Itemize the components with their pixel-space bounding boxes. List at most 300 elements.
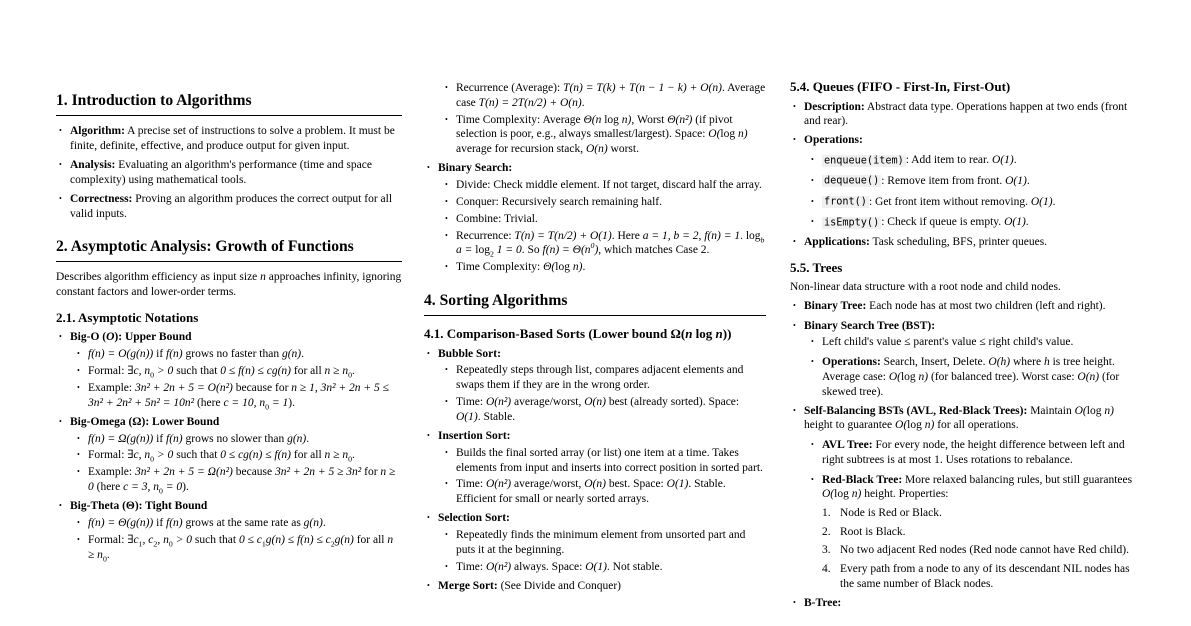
bullet-icon: •	[427, 163, 430, 173]
list-item	[790, 473, 1136, 502]
text-run: : Remove item from front.	[881, 174, 1006, 187]
text-run: n ≥ 1	[291, 381, 315, 394]
list-item	[790, 404, 1136, 433]
text-run: .	[306, 432, 310, 445]
text-run: = 1	[268, 396, 289, 409]
text-run: Θ(n²)	[667, 113, 693, 126]
list-item	[424, 212, 766, 227]
text-run: Repeatedly finds the minimum element from unsorted part and puts it at the beginning.	[456, 529, 746, 556]
text-run: O(n)	[584, 396, 606, 409]
list-item-text	[88, 466, 396, 496]
bullet-icon: •	[811, 155, 814, 165]
text-run: Builds the final sorted array (or list) one item at a time. Takes elements from input and inserts into correct position in sorted part.	[456, 446, 763, 474]
text-run: always. Space:	[511, 560, 586, 573]
text-run: 0	[159, 486, 163, 496]
text-run: if	[153, 348, 167, 361]
text-run: .	[352, 449, 355, 462]
list-item-text	[456, 447, 763, 474]
list-item-text	[88, 449, 355, 464]
text-run: n)	[572, 261, 583, 274]
text-run: . Stable. Efficient for small or nearly sorted arrays.	[456, 478, 726, 506]
text-run: Maintain	[1027, 404, 1075, 417]
list-item	[424, 395, 766, 424]
bullet-icon: •	[427, 581, 430, 591]
text-run: Applications:	[804, 236, 870, 249]
text-run: c	[325, 534, 331, 547]
list-item-text	[88, 348, 304, 360]
bullet-icon: •	[793, 237, 796, 247]
list-item	[424, 446, 766, 475]
text-run: Selection Sort:	[438, 512, 510, 525]
text-run: f(n) = Θ(n	[542, 244, 591, 257]
text-run: log	[907, 419, 925, 432]
list-item-text	[822, 196, 1055, 208]
text-run: f(n) = Θ(g(n))	[88, 517, 154, 530]
list-item	[56, 381, 402, 410]
text-run: 5.4. Queues (FIFO - First-In, First-Out)	[790, 79, 1011, 94]
text-run: O(n)	[1077, 370, 1100, 383]
bullet-icon: •	[445, 230, 448, 240]
list-item-text	[840, 526, 906, 538]
text-run: O(	[1074, 404, 1087, 417]
list-item	[56, 330, 402, 345]
bullet-icon: •	[77, 467, 80, 477]
text-run: Self-Balancing BSTs (AVL, Red-Black Trees):	[804, 404, 1028, 417]
list-item	[424, 113, 766, 157]
list-item-text	[456, 261, 585, 273]
subsection-heading	[424, 326, 766, 342]
list-item-text	[88, 517, 326, 529]
text-run: 2	[153, 539, 158, 549]
list-item	[56, 432, 402, 447]
text-run: grows no slower than	[182, 432, 288, 445]
text-run: log	[834, 488, 852, 501]
text-run: Operations:	[822, 356, 881, 369]
text-run: average for recursion stack,	[456, 143, 586, 155]
text-run: ∃c, n	[127, 449, 151, 462]
paragraph	[790, 280, 1136, 295]
bullet-icon: •	[811, 196, 814, 206]
text-run: (for skewed tree).	[822, 370, 1120, 398]
text-run: for all	[353, 534, 388, 547]
text-run: n	[715, 326, 723, 342]
text-run: Time:	[456, 560, 486, 573]
text-run: log	[472, 244, 490, 257]
text-run: h	[1043, 356, 1050, 369]
bullet-icon: •	[811, 357, 814, 367]
text-run: Abstract data type. Operations happen at two ends (front and rear).	[804, 100, 1128, 128]
bullet-icon: •	[59, 193, 62, 203]
text-run: for	[361, 466, 381, 479]
text-run: a = 1, b =	[642, 229, 690, 242]
text-run: O(n)	[700, 82, 722, 94]
text-run: Operations:	[804, 134, 863, 147]
text-run: n)	[851, 488, 862, 501]
code-span: isEmpty()	[824, 217, 880, 229]
text-run: grows at the same rate as	[182, 517, 304, 530]
text-run: height to guarantee	[804, 419, 896, 432]
text-run: Example:	[88, 466, 135, 479]
text-run: n	[260, 271, 266, 284]
list-item-text	[804, 320, 935, 332]
list-item	[56, 192, 402, 221]
numbered-list-item	[790, 543, 1136, 558]
subsection-heading	[790, 260, 1136, 276]
text-run: 0 ≤ c	[238, 534, 262, 547]
text-run: f(n)	[166, 432, 183, 445]
list-item	[56, 465, 402, 494]
text-run: 4.1. Comparison-Based Sorts (Lower bound	[424, 326, 671, 342]
text-run: . Stable.	[477, 410, 516, 423]
bullet-icon: •	[445, 83, 448, 92]
text-run: Big-Omega (Ω): Lower Bound	[70, 415, 220, 428]
text-run: : Get front item without removing.	[868, 195, 1031, 208]
text-run: best. Space:	[605, 478, 667, 491]
subsection-heading	[56, 310, 402, 326]
list-item-text	[840, 544, 1129, 556]
text-run: log	[601, 113, 622, 126]
text-run: O(n²)	[485, 478, 512, 491]
text-run: Algorithm:	[70, 125, 125, 137]
text-run: log	[555, 261, 573, 274]
text-run: average/worst,	[511, 478, 585, 491]
text-run: .	[106, 548, 110, 561]
text-run: Binary Search Tree (BST):	[804, 319, 936, 332]
bullet-icon: •	[427, 348, 430, 358]
list-item	[424, 429, 766, 444]
list-item-text	[438, 162, 512, 174]
text-run: 0	[150, 370, 155, 380]
bullet-icon: •	[445, 561, 448, 571]
text-run: (here	[194, 396, 224, 409]
bullet-icon: •	[77, 382, 80, 392]
list-item	[424, 347, 766, 362]
bullet-icon: •	[811, 474, 814, 484]
text-run: : Check if queue is empty.	[881, 216, 1005, 229]
list-item-text	[456, 196, 662, 208]
list-item	[56, 158, 402, 187]
text-run: 2	[489, 249, 494, 259]
text-run: AVL Tree:	[822, 439, 873, 452]
text-run: Recurrence (Average):	[456, 82, 564, 94]
text-run: No two adjacent Red nodes (Red node cannot have Red child).	[840, 544, 1130, 557]
text-run: 1 = 0	[496, 244, 522, 257]
list-item	[56, 347, 402, 362]
text-run: b	[760, 235, 765, 245]
bullet-icon: •	[59, 416, 62, 426]
text-run: A precise set of instructions to solve a problem. It must be finite, definite, effective, and produce output for given input.	[70, 125, 395, 152]
bullet-icon: •	[77, 518, 80, 528]
text-run: 0	[102, 554, 107, 564]
column-2	[424, 81, 766, 626]
text-run: 1. Introduction to Algorithms	[56, 92, 252, 109]
bullet-icon: •	[59, 332, 62, 342]
list-item	[56, 124, 402, 153]
text-run: 3n² + 2n + 5 = O(n²)	[134, 381, 233, 394]
list-item	[424, 81, 766, 110]
list-item-text	[438, 580, 621, 592]
bullet-icon: •	[793, 135, 796, 145]
text-run: O(n²)	[485, 560, 512, 573]
text-run: c = 3, n	[123, 481, 159, 494]
text-run: O(h)	[988, 356, 1011, 369]
text-run: T(n) = T(n/2) + O(1)	[514, 229, 612, 242]
text-run: Insertion Sort:	[438, 429, 511, 442]
bullet-icon: •	[445, 262, 448, 272]
text-run: ).	[288, 396, 295, 409]
text-run: O(1)	[456, 410, 478, 423]
bullet-icon: •	[811, 217, 814, 227]
text-run: log	[900, 370, 919, 383]
text-run: , which matches Case 2.	[598, 244, 710, 257]
text-run: 0	[168, 539, 173, 549]
bullet-icon: •	[445, 479, 448, 489]
text-run: Time:	[456, 396, 486, 409]
text-run: because for	[232, 381, 292, 394]
list-item-text	[70, 193, 392, 220]
list-item-text	[822, 216, 1029, 228]
bullet-icon: •	[793, 405, 796, 415]
bullet-icon: •	[77, 365, 80, 375]
text-run: O(1)	[585, 560, 607, 573]
number-marker: 2.	[822, 525, 831, 538]
text-run: Conquer: Recursively search remaining half.	[456, 195, 662, 208]
text-run: Formal:	[88, 449, 128, 462]
list-item-text	[822, 439, 1125, 466]
list-item	[424, 579, 766, 594]
text-run: 0	[348, 370, 353, 380]
text-run: grows no faster than	[182, 348, 282, 361]
list-item-text	[438, 430, 511, 442]
text-run: 0 ≤ cg(n) ≤ f(n)	[220, 449, 292, 462]
text-run: .	[1052, 195, 1056, 208]
text-run: Task scheduling, BFS, printer queues.	[869, 236, 1048, 249]
text-run: Average case:	[822, 370, 889, 383]
list-item	[790, 299, 1136, 314]
text-run: n ≥ n	[88, 534, 394, 561]
text-run: Describes algorithm efficiency as input size	[56, 271, 261, 284]
list-item-text	[804, 405, 1114, 432]
text-run: Example:	[88, 381, 135, 394]
list-item-text	[804, 300, 1106, 312]
text-run: T(n) = T(k) + T(n − 1 − k) +	[563, 82, 698, 94]
text-run: Θ(n	[583, 113, 602, 126]
section-heading	[56, 238, 402, 262]
list-item-text	[88, 433, 309, 445]
text-run: . Not stable.	[606, 560, 663, 573]
text-run: (if pivot selection is poor, e.g., always smallest/largest). Space:	[456, 113, 733, 141]
list-item	[56, 415, 402, 430]
text-run: f(n) = O(g(n))	[88, 348, 154, 361]
text-run: Each node has at most two children (left and right).	[866, 300, 1106, 313]
text-run: Red-Black Tree:	[822, 473, 903, 486]
list-item-text	[456, 213, 538, 225]
text-run: O(n)	[585, 143, 608, 155]
text-run: ): Upper Bound	[114, 331, 192, 344]
list-item-text	[438, 348, 501, 360]
text-run: f(n) = Ω(g(n))	[88, 432, 154, 445]
list-item-text	[804, 101, 1127, 128]
text-run: n)	[924, 419, 935, 432]
text-run: log	[1086, 404, 1105, 417]
text-run: O(1)	[666, 478, 689, 491]
bullet-icon: •	[59, 159, 62, 169]
text-run: Formal:	[88, 364, 128, 377]
list-item-text	[456, 478, 726, 505]
text-run: O(1)	[991, 154, 1014, 167]
bullet-icon: •	[445, 196, 448, 206]
list-item	[790, 133, 1136, 148]
text-run: Description:	[804, 100, 865, 113]
text-run: O(	[888, 370, 901, 383]
text-run: n	[685, 326, 693, 342]
text-run: n)	[918, 370, 929, 383]
list-item-text	[456, 114, 748, 155]
text-run: O(1)	[1030, 195, 1053, 208]
list-item	[790, 215, 1136, 231]
bullet-icon: •	[793, 597, 796, 607]
text-run: . So	[521, 244, 543, 257]
list-item	[424, 229, 766, 258]
text-run: Analysis:	[70, 158, 116, 171]
text-run: 3n² + 2n + 5 ≤ 3n² + 2n² + 5n² = 10n²	[88, 381, 389, 409]
bullet-icon: •	[77, 535, 80, 545]
text-run: Repeatedly steps through list, compares adjacent elements and swaps them if they are in the wrong order.	[456, 364, 744, 392]
section-heading	[56, 92, 402, 116]
bullet-icon: •	[811, 440, 814, 450]
text-run: B-Tree:	[804, 596, 842, 609]
text-run: Bubble Sort:	[438, 347, 501, 360]
text-run: Binary Tree:	[804, 300, 867, 313]
list-item-text	[88, 364, 355, 380]
text-run: For every node, the height difference between left and right subtrees is at most 1. Uses rotations to rebalance.	[822, 439, 1125, 466]
text-run: such that	[173, 449, 221, 462]
list-item-text	[456, 82, 765, 109]
text-run: such that	[173, 364, 221, 377]
list-item	[424, 178, 766, 193]
text-run: c = 10, n	[223, 396, 266, 409]
number-marker: 4.	[822, 563, 831, 576]
text-run: O(n)	[584, 478, 606, 491]
text-run: 1	[261, 539, 266, 549]
list-item-text	[804, 236, 1047, 248]
text-run: Divide: Check middle element. If not target, discard half the array.	[456, 179, 762, 192]
text-run: .	[1025, 216, 1029, 229]
text-run: if	[153, 517, 167, 530]
text-run: ∃c	[127, 534, 139, 547]
text-run: f(n)	[166, 517, 183, 530]
text-run: 2	[330, 539, 335, 549]
text-run: O	[106, 331, 115, 344]
list-item-text	[822, 175, 1030, 187]
text-run: .	[1026, 174, 1030, 187]
list-item-text	[822, 154, 1017, 166]
text-run: 1	[138, 539, 143, 549]
list-item	[424, 560, 766, 575]
list-item	[424, 195, 766, 210]
text-run: > 0	[172, 534, 192, 547]
list-item-text	[70, 500, 207, 512]
bullet-icon: •	[77, 433, 80, 443]
bullet-icon: •	[445, 447, 448, 457]
text-run: Θ(	[543, 261, 556, 274]
text-run: Correctness:	[70, 192, 133, 205]
bullet-icon: •	[793, 320, 796, 330]
text-run: ))	[722, 326, 732, 342]
list-item-text	[822, 356, 1119, 397]
bullet-icon: •	[77, 450, 80, 460]
list-item	[424, 528, 766, 557]
list-item	[790, 335, 1136, 350]
text-run: Recurrence:	[456, 229, 515, 242]
text-run: . log	[740, 229, 761, 242]
text-run: 5.5. Trees	[790, 260, 843, 276]
text-run: T(n) = 2T(n/2) + O(n)	[478, 96, 582, 109]
list-item-text	[804, 134, 863, 146]
bullet-icon: •	[811, 337, 814, 347]
bullet-icon: •	[445, 530, 448, 540]
text-run: g(n)	[303, 517, 323, 530]
text-run: Binary Search:	[438, 162, 513, 175]
text-run: best (already sorted). Space:	[605, 396, 740, 409]
text-run: n ≥ n	[324, 449, 349, 462]
text-run: > 0	[154, 364, 174, 377]
text-run: f(n)	[166, 348, 183, 361]
code-span: enqueue(item)	[824, 155, 904, 167]
text-run: ∃c, n	[127, 364, 151, 377]
text-run: .	[322, 517, 326, 530]
list-item-text	[840, 507, 942, 519]
text-run: .	[1013, 154, 1017, 167]
list-item	[56, 364, 402, 379]
text-run: .	[352, 364, 355, 377]
text-run: , Worst	[631, 113, 668, 126]
text-run: g(n)	[281, 348, 302, 361]
text-run: approaches infinity, ignoring constant factors and lower-order terms.	[56, 271, 402, 298]
bullet-icon: •	[59, 501, 62, 511]
text-run: 4. Sorting Algorithms	[424, 292, 568, 310]
list-item	[790, 100, 1136, 129]
list-item-text	[70, 125, 395, 152]
text-run: (for balanced tree). Worst case:	[928, 370, 1078, 383]
list-item-text	[456, 230, 764, 257]
bullet-icon: •	[445, 365, 448, 375]
text-run: Non-linear data structure with a root node and child nodes.	[790, 281, 1061, 294]
text-run: . Average case	[456, 82, 766, 109]
text-run: log	[692, 326, 716, 342]
list-item	[790, 174, 1136, 190]
text-run: O(1)	[1005, 174, 1027, 187]
text-run: 0	[348, 454, 353, 464]
list-item	[790, 596, 1136, 611]
text-run: .	[581, 96, 585, 109]
list-item	[790, 195, 1136, 211]
list-item	[790, 438, 1136, 467]
text-run: More relaxed balancing rules, but still guarantees	[902, 473, 1133, 486]
bullet-icon: •	[445, 213, 448, 223]
bullet-icon: •	[59, 126, 62, 135]
text-run: log	[720, 128, 738, 141]
text-run: O(	[822, 488, 835, 501]
bullet-icon: •	[427, 430, 430, 440]
bullet-icon: •	[445, 397, 448, 407]
text-run: Ω(	[670, 326, 686, 342]
text-run: Proving an algorithm produces the correct output for all valid inputs.	[70, 192, 393, 220]
list-item	[790, 235, 1136, 250]
text-run: where	[1010, 356, 1044, 369]
column-3	[790, 79, 1136, 626]
subsection-heading	[790, 79, 1136, 95]
